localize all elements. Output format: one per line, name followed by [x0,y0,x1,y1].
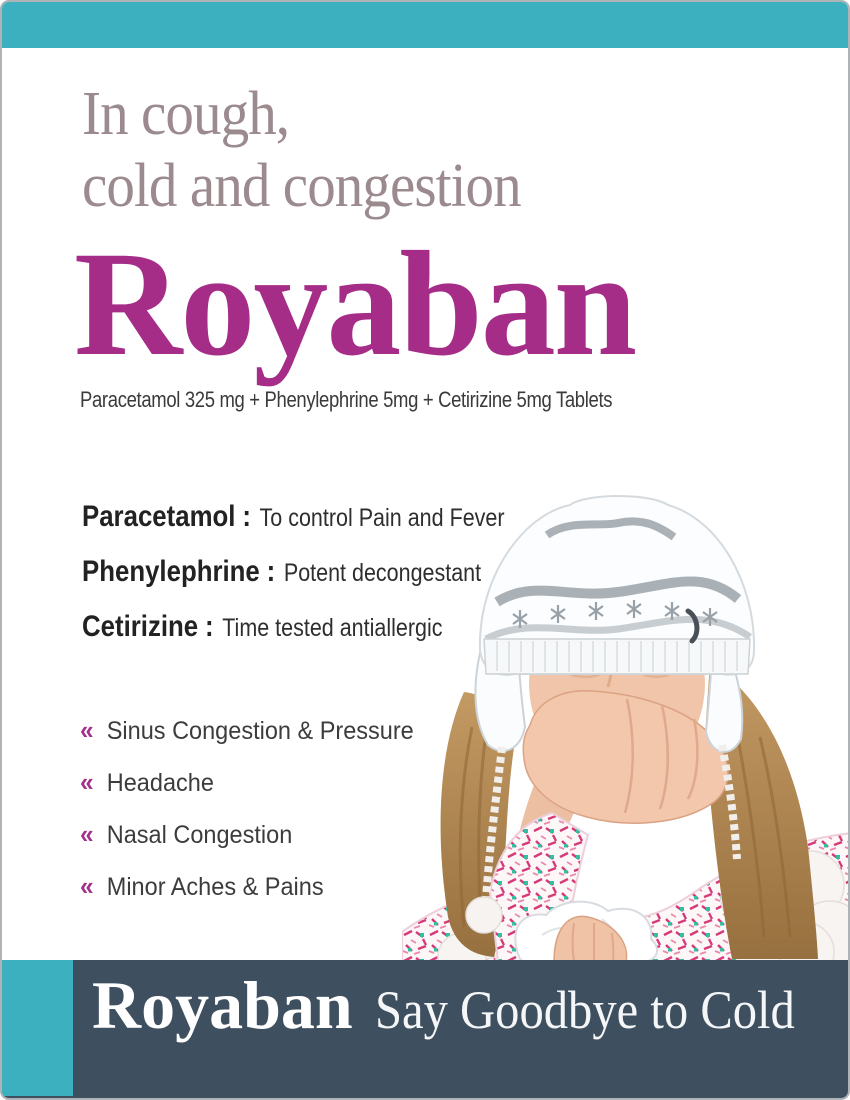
benefit-label: Minor Aches & Pains [106,873,324,901]
benefit-label: Nasal Congestion [106,821,293,849]
ingredient-name: Phenylephrine [82,555,260,588]
guillemet-marker: « [80,819,94,849]
ingredient-name: Paracetamol [82,500,236,533]
benefit-item [80,756,414,808]
ingredient-description: Potent decongestant [283,559,482,587]
benefits-list [80,704,435,912]
guillemet-marker: « [80,871,94,901]
benefit-label: Sinus Congestion & Pressure [106,717,414,745]
ingredient-colon: : [205,610,214,643]
footer-teal-block [2,960,73,1096]
headline-line1: In cough, [82,80,290,148]
headline-line2: cold and congestion [82,152,521,220]
benefit-item [80,808,414,860]
composition-line: Paracetamol 325 mg + Phenylephrine 5mg + Cetirizine 5mg Tablets [80,387,613,412]
benefit-item [80,860,414,912]
product-title: Royaban [74,221,636,387]
benefit-label: Headache [106,769,214,797]
ingredient-colon: : [266,555,276,588]
ingredient-colon: : [242,500,251,533]
guillemet-marker: « [80,715,94,745]
footer-text [92,966,841,1045]
guillemet-marker: « [80,767,94,797]
footer-tagline: Say Goodbye to Cold [374,980,795,1040]
ingredient-description: Time tested antiallergic [222,614,443,642]
top-accent-bar [2,2,848,48]
ingredient-description: To control Pain and Fever [259,504,505,532]
benefit-item [80,704,414,756]
sick-woman-photo [402,487,850,962]
footer-brand: Royaban [92,967,353,1043]
headline [82,78,521,222]
ingredient-name: Cetirizine [82,610,199,643]
